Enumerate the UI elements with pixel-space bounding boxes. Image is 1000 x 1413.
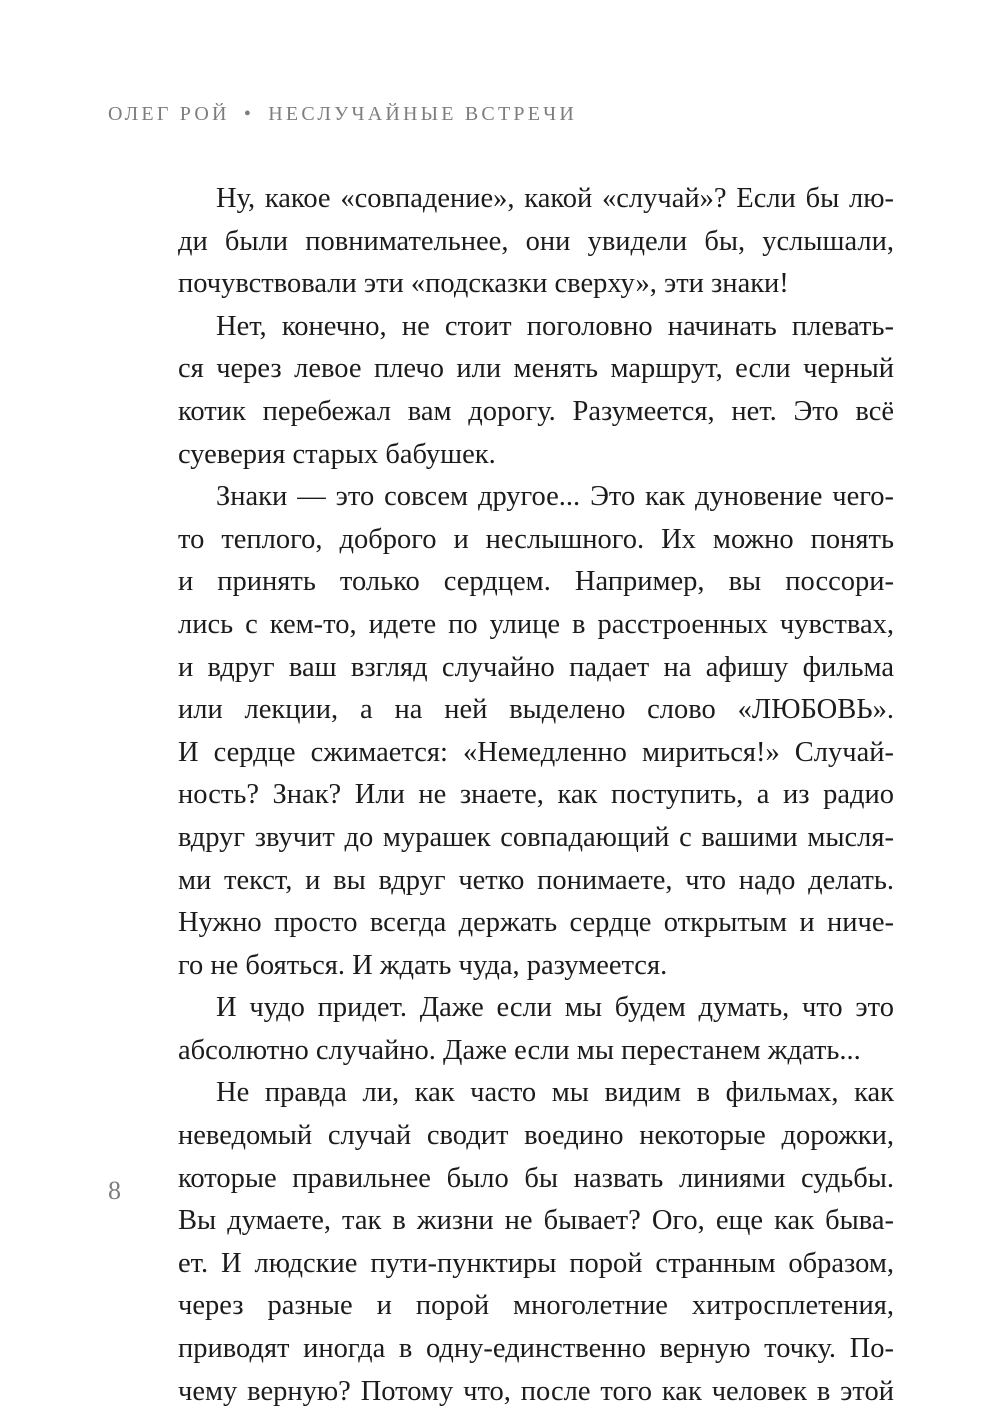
text-line: Ну, какое «совпадение», какой «случай»? Если бы лю- <box>216 183 894 214</box>
text-line: го не бояться. И ждать чуда, разумеется. <box>178 949 668 981</box>
text-line: ет. И людские пути-пунктиры порой странным образом, <box>178 1247 894 1279</box>
text-line: и принять только сердцем. Например, вы поссори- <box>178 566 894 598</box>
text-line: приводят иногда в одну-единственно верную точку. По- <box>178 1333 894 1365</box>
text-line: ди были повнимательнее, они увидели бы, услышали, <box>178 225 894 257</box>
text-line: лись с кем-то, идете по улице в расстроенных чувствах, <box>178 608 894 640</box>
text-line: И сердце сжимается: «Немедленно мириться!» Случай- <box>178 736 894 768</box>
text-line: абсолютно случайно. Даже если мы перестанем ждать... <box>178 1034 861 1066</box>
text-line: Нет, конечно, не стоит поголовно начинать плевать- <box>216 310 894 342</box>
text-line: ся через левое плечо или менять маршрут, если черный <box>178 353 894 385</box>
text-line: через разные и порой многолетние хитросплетения, <box>178 1290 894 1322</box>
running-header <box>108 103 577 126</box>
text-line: Нужно просто всегда держать сердце открытым и ниче- <box>178 907 894 939</box>
header-separator: • <box>243 103 255 125</box>
text-line: которые правильнее было бы назвать линиями судьбы. <box>178 1162 894 1194</box>
text-line: суеверия старых бабушек. <box>178 438 496 470</box>
text-line: Вы думаете, так в жизни не бывает? Ого, еще как быва- <box>178 1205 894 1237</box>
text-line: вдруг звучит до мурашек совпадающий с вашими мысля- <box>178 821 894 853</box>
text-line: чему верную? Потому что, после того как человек в этой <box>178 1375 894 1407</box>
text-line: Не правда ли, как часто мы видим в фильмах, как <box>216 1077 894 1109</box>
text-line: то теплого, доброго и неслышного. Их можно понять <box>178 523 894 555</box>
header-author: ОЛЕГ РОЙ <box>108 103 230 125</box>
page-number: 8 <box>108 1176 121 1205</box>
text-line: ми текст, и вы вдруг четко понимаете, что надо делать. <box>178 864 894 896</box>
text-line: неведомый случай сводит воедино некоторые дорожки, <box>178 1120 894 1152</box>
text-line: и вдруг ваш взгляд случайно падает на афишу фильма <box>178 651 894 683</box>
text-line: котик перебежал вам дорогу. Разумеется, нет. Это всё <box>178 395 894 427</box>
text-line: ность? Знак? Или не знаете, как поступить, а из радио <box>178 779 894 811</box>
body-text <box>178 178 894 1413</box>
text-line: или лекции, а на ней выделено слово «ЛЮБОВЬ». <box>178 694 894 726</box>
text-line: почувствовали эти «подсказки сверху», эти знаки! <box>178 268 789 300</box>
text-line: Знаки — это совсем другое... Это как дуновение чего- <box>216 481 894 513</box>
text-line: И чудо придет. Даже если мы будем думать, что это <box>216 992 894 1024</box>
header-book-title: НЕСЛУЧАЙНЫЕ ВСТРЕЧИ <box>268 103 577 125</box>
